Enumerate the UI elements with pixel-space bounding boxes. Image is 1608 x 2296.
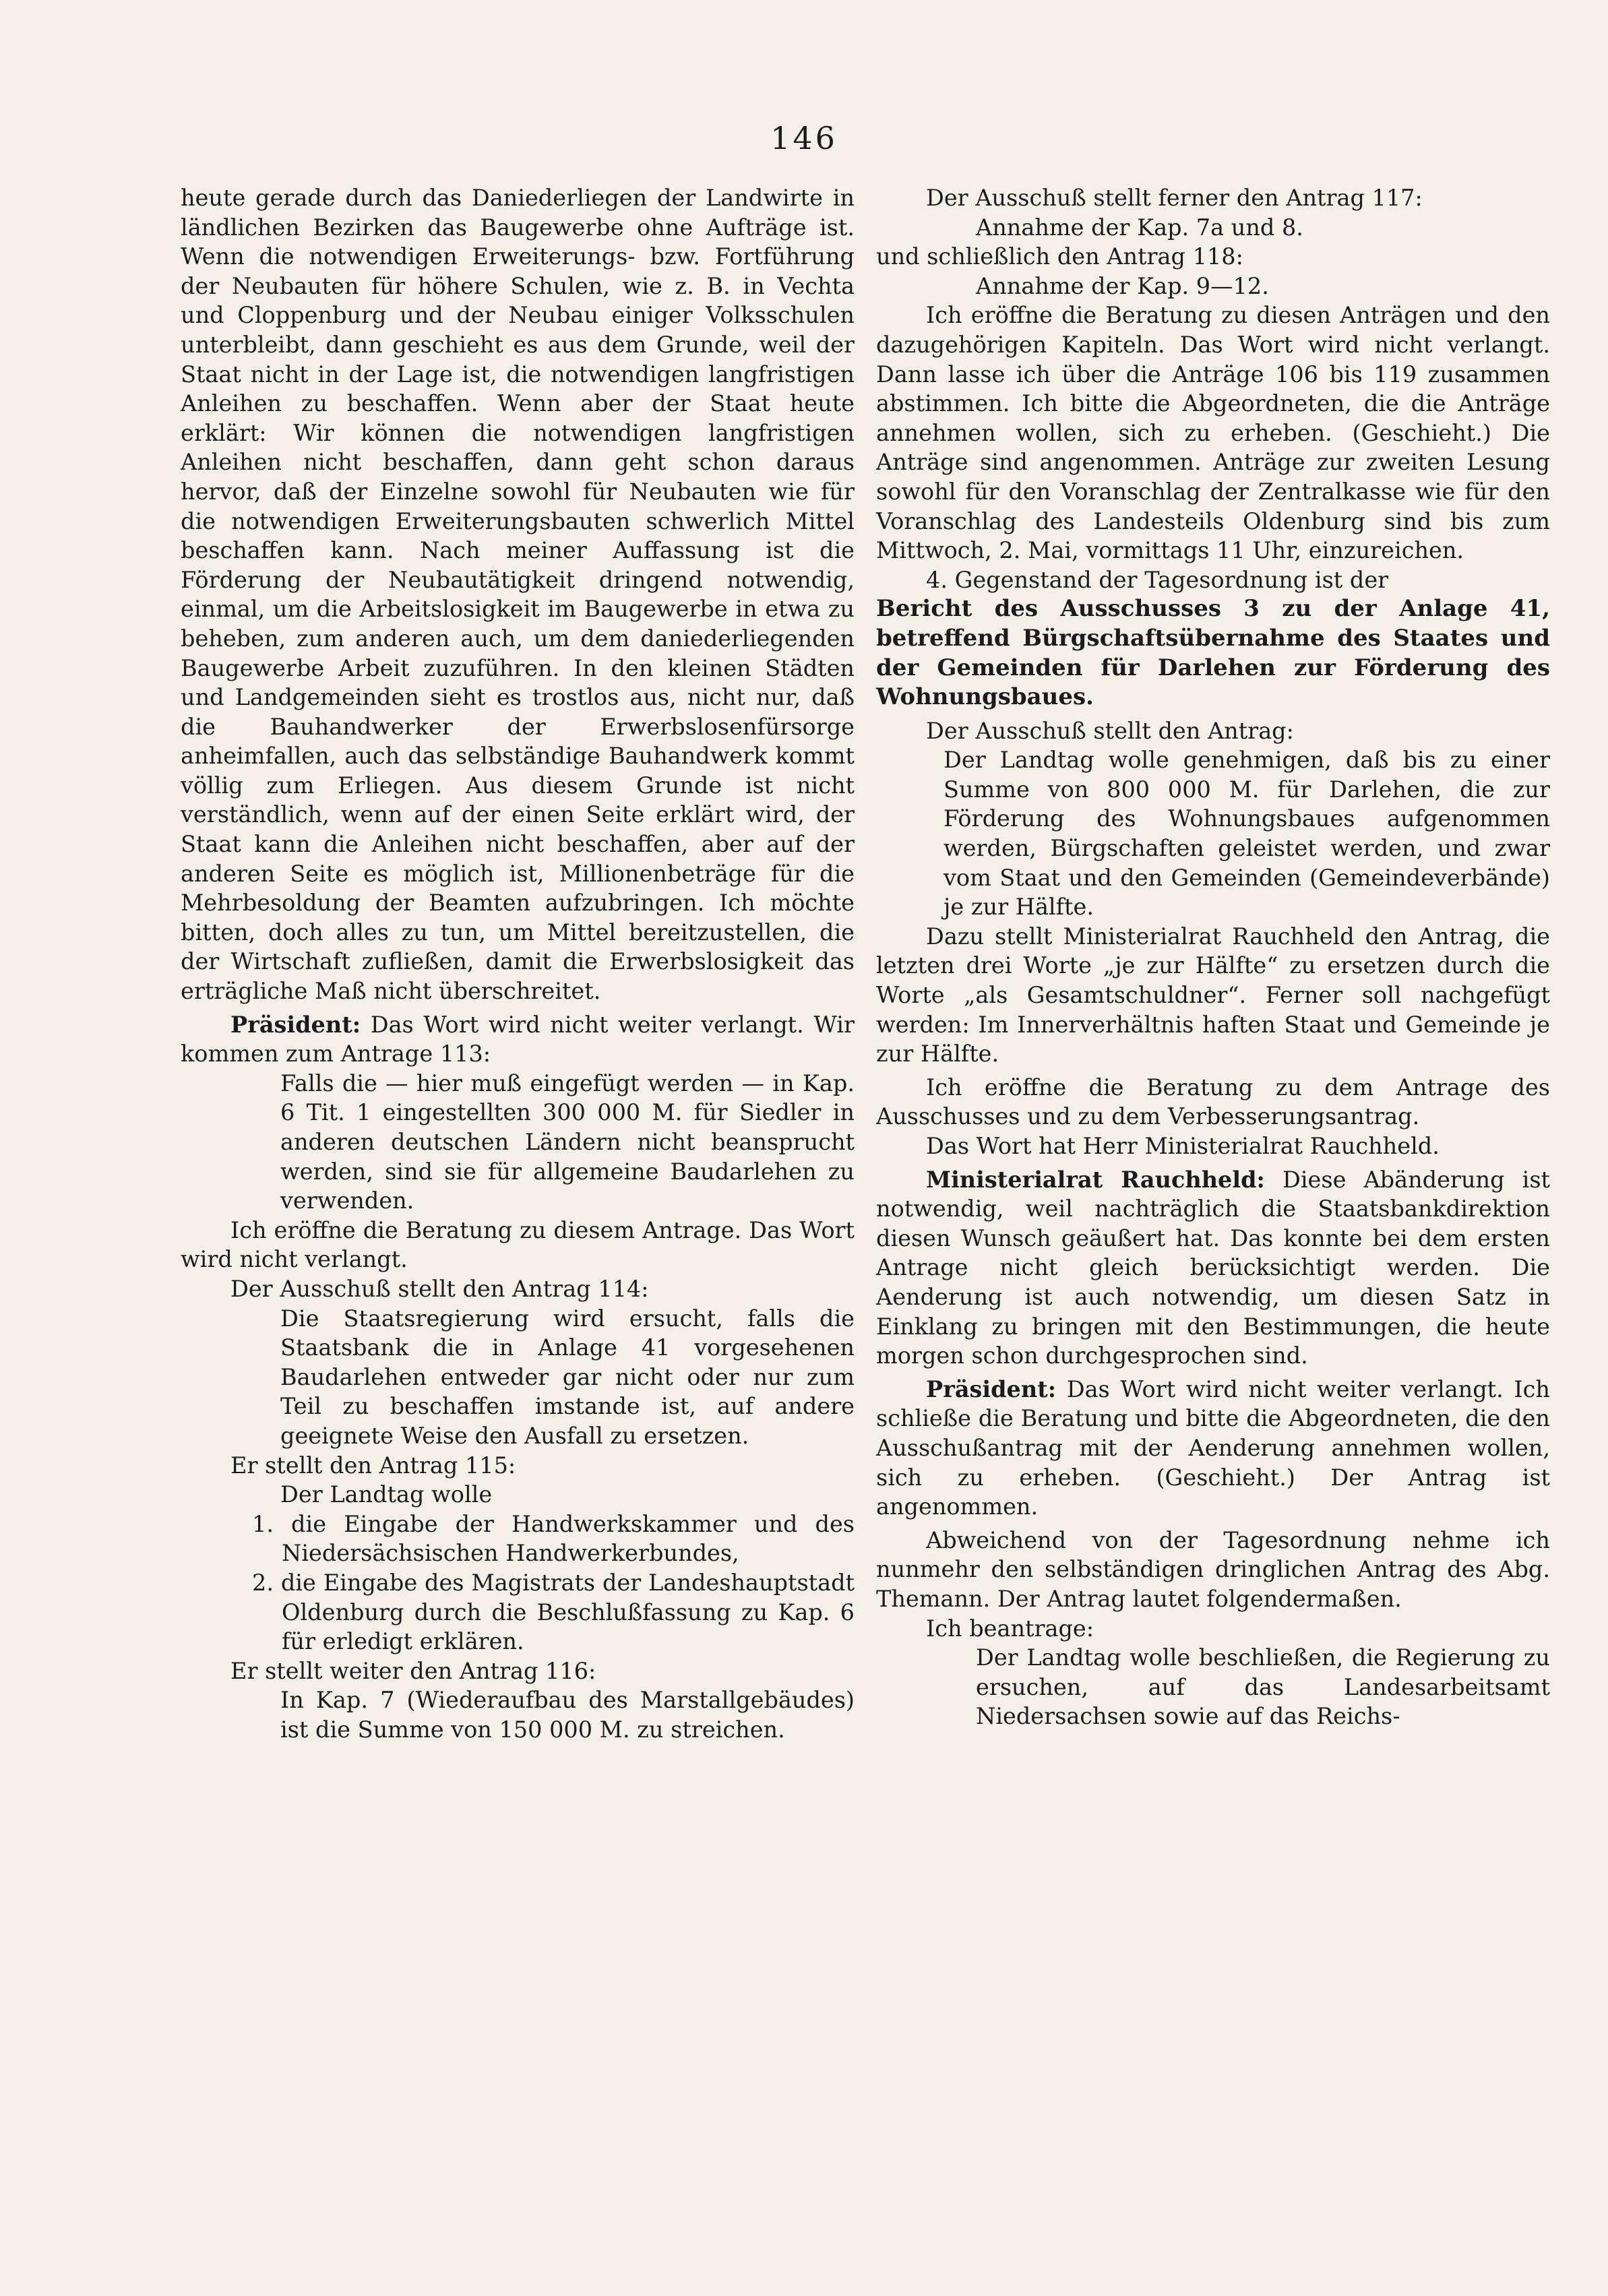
speaker-label: Präsident: (926, 1375, 1057, 1402)
speaker-paragraph (876, 1375, 1550, 1522)
speaker-label: Präsident: (230, 1011, 361, 1038)
paragraph: Der Ausschuß stellt ferner den Antrag 117: (926, 185, 1423, 211)
paragraph: Ich eröffne die Beratung zu diesen Anträgen und den dazugehörigen Kapiteln. Das Wort wird nicht verlangt. Dann lasse ich über die Anträge 106 bis 119 zusammen abstimmen. Ich bitte die Abgeordneten, die die Anträge annehmen wollen, sich zu erheben. (Geschieht.) Die Anträge sind angenommen. Anträge zur zweiten Lesung sowohl für den Voranschlag der Zentralkasse wie für den Voranschlag des Landesteils Oldenburg sind bis zum Mittwoch, 2. Mai, vormittags 11 Uhr, einzureichen. (876, 302, 1550, 564)
quoted-motion: Der Landtag wolle (280, 1481, 493, 1508)
paragraph: Er stellt den Antrag 115: (230, 1452, 516, 1479)
speaker-label: Ministerialrat Rauchheld: (926, 1166, 1265, 1193)
speaker-paragraph (181, 1010, 855, 1069)
paragraph: Dazu stellt Ministerialrat Rauchheld den Antrag, die letzten drei Worte „je zur Hälfte“ zu ersetzen durch die Worte „als Gesamtschuldner“. Ferner soll nachgefügt werden: Im Innerverhältnis haften Staat und Gemeinde je zur Hälfte. (876, 923, 1550, 1067)
paragraph: Ich eröffne die Beratung zu dem Antrage des Ausschusses und zu dem Verbesserungsantrag. (876, 1074, 1550, 1130)
right-column (876, 183, 1550, 1731)
page-number: 146 (770, 120, 838, 156)
numbered-item: 1. die Eingabe der Handwerkskammer und des Niedersächsischen Handwerkerbundes, (252, 1510, 855, 1567)
paragraph: Abweichend von der Tagesordnung nehme ich nunmehr den selbständigen dringlichen Antrag des Abg. Themann. Der Antrag lautet folgendermaßen. (876, 1526, 1550, 1612)
quoted-motion: Der Landtag wolle genehmigen, daß bis zu einer Summe von 800 000 M. für Darlehen, die zur Förderung des Wohnungsbaues aufgenommen werden, Bürgschaften geleistet werden, und zwar vom Staat und den Gemeinden (Gemeindeverbände) je zur Hälfte. (944, 747, 1550, 921)
speaker-text: Das Wort wird nicht weiter verlangt. Ich schließe die Beratung und bitte die Abgeordneten, die den Ausschußantrag mit der Aenderung annehmen wollen, sich zu erheben. (Geschieht.) Der Antrag ist angenommen. (876, 1375, 1550, 1520)
quoted-motion: Annahme der Kap. 9—12. (976, 272, 1269, 299)
speaker-paragraph (876, 1165, 1550, 1371)
paragraph: Der Ausschuß stellt den Antrag: (926, 717, 1294, 744)
paragraph: Ich beantrage: (926, 1615, 1094, 1642)
paragraph: 4. Gegenstand der Tagesordnung ist der (926, 566, 1389, 593)
quoted-motion: Die Staatsregierung wird ersucht, falls die Staatsbank die in Anlage 41 vorgesehenen Baudarlehen entweder gar nicht oder nur zum Teil zu beschaffen imstande ist, auf andere geeignete Weise den Ausfall zu ersetzen. (280, 1305, 855, 1449)
paragraph: Der Ausschuß stellt den Antrag 114: (230, 1275, 649, 1302)
quoted-motion: Der Landtag wolle beschließen, die Regierung zu ersuchen, auf das Landesarbeitsamt Niedersachsen sowie auf das Reichs- (976, 1644, 1550, 1730)
quoted-motion: In Kap. 7 (Wiederaufbau des Marstallgebäudes) ist die Summe von 150 000 M. zu streichen. (280, 1687, 855, 1743)
speaker-text: Das Wort wird nicht weiter verlangt. Wir kommen zum Antrage 113: (181, 1011, 855, 1067)
paragraph: und schließlich den Antrag 118: (876, 243, 1243, 270)
quoted-motion: Annahme der Kap. 7a und 8. (976, 214, 1303, 241)
paragraph: Er stellt weiter den Antrag 116: (230, 1657, 596, 1684)
quoted-motion: Falls die — hier muß eingefügt werden — in Kap. 6 Tit. 1 eingestellten 300 000 M. für Siedler in anderen deutschen Ländern nicht beansprucht werden, sind sie für allgemeine Baudarlehen zu verwenden. (280, 1069, 855, 1214)
speaker-text: Diese Abänderung ist notwendig, weil nachträglich die Staatsbankdirektion diesen Wunsch geäußert hat. Das konnte bei dem ersten Antrage nicht gleich berücksichtigt werden. Die Aenderung ist auch notwendig, um diesen Satz in Einklang zu bringen mit den Bestimmungen, die heute morgen schon durchgesprochen sind. (876, 1166, 1550, 1369)
numbered-item: 2. die Eingabe des Magistrats der Landeshauptstadt Oldenburg durch die Beschlußfassung zu Kap. 6 für erledigt erklären. (252, 1569, 855, 1655)
paragraph: Das Wort hat Herr Ministerialrat Rauchheld. (926, 1133, 1440, 1159)
left-column (181, 183, 855, 1744)
paragraph: heute gerade durch das Daniederliegen der Landwirte in ländlichen Bezirken das Baugewerbe ohne Aufträge ist. Wenn die notwendigen Erweiterungs- bzw. Fortführung der Neubauten für höhere Schulen, wie z. B. in Vechta und Cloppenburg und der Neubau einiger Volksschulen unterbleibt, dann geschieht es aus dem Grunde, weil der Staat nicht in der Lage ist, die notwendigen langfristigen Anleihen zu beschaffen. Wenn aber der Staat heute erklärt: Wir können die notwendigen langfristigen Anleihen nicht beschaffen, dann geht schon daraus hervor, daß der Einzelne sowohl für Neubauten wie für die notwendigen Erweiterungsbauten schwerlich Mittel beschaffen kann. Nach meiner Auffassung ist die Förderung der Neubautätigkeit dringend notwendig, einmal, um die Arbeitslosigkeit im Baugewerbe in etwa zu beheben, zum anderen auch, um dem daniederliegenden Baugewerbe Arbeit zuzuführen. In den kleinen Städten und Landgemeinden sieht es trostlos aus, nicht nur, daß die Bauhandwerker der Erwerbslosenfürsorge anheimfallen, auch das selbständige Bauhandwerk kommt völlig zum Erliegen. Aus diesem Grunde ist nicht verständlich, wenn auf der einen Seite erklärt wird, der Staat kann die Anleihen nicht beschaffen, aber auf der anderen Seite es möglich ist, Millionenbeträge für die Mehrbesoldung der Beamten aufzubringen. Ich möchte bitten, doch alles zu tun, um Mittel bereitzustellen, die der Wirtschaft zufließen, damit die Erwerbslosigkeit das erträgliche Maß nicht überschreitet. (181, 185, 855, 1005)
agenda-heading: Bericht des Ausschusses 3 zu der Anlage 41, betreffend Bürgschaftsübernahme des Staates und der Gemeinden für Darlehen zur Förderung des Wohnungsbaues. (876, 595, 1550, 711)
paragraph: Ich eröffne die Beratung zu diesem Antrage. Das Wort wird nicht verlangt. (181, 1216, 855, 1273)
